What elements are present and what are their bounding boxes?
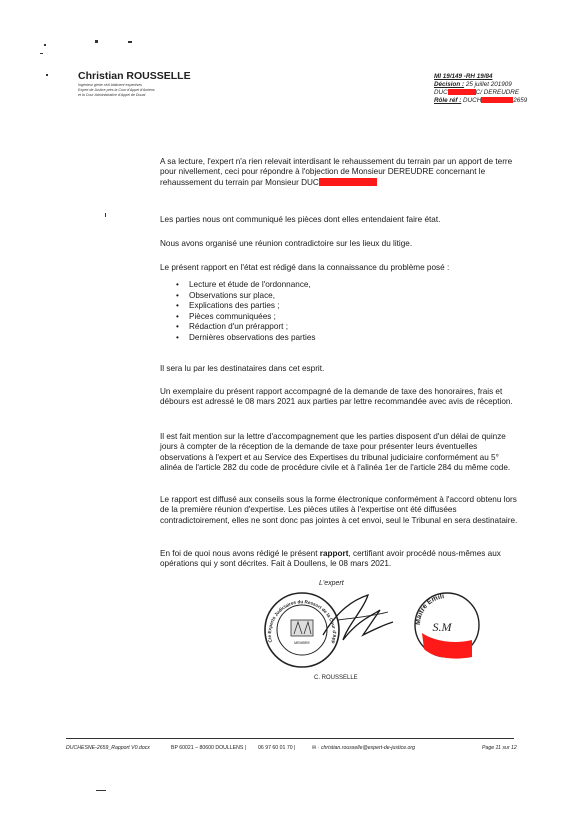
- paragraph-intro-list: Le présent rapport en l'état est rédigé dans la connaissance du problème posé :: [160, 263, 450, 272]
- redaction-bar: [481, 97, 513, 103]
- handwritten-signature: [318, 590, 398, 650]
- footer-email: ✉ · christian.rousselle@expert-de-justice.org: [312, 745, 416, 751]
- scan-speck: [96, 790, 106, 791]
- case-ref-decision: Décision : 25 juillet 201909: [434, 81, 512, 88]
- svg-text:MEMBRE: MEMBRE: [294, 641, 310, 645]
- paragraph-objection: A sa lecture, l'expert n'a rien relevait interdisant le rehaussement du terrain par un apport de terre pour nivellement, ceci pour répondre à l'objection de Monsieur DEREUDRE concernant le rehaussement du terrain par Monsieur DUC: [160, 157, 513, 187]
- expert-name: Christian ROUSSELLE: [78, 70, 191, 82]
- scan-speck: [44, 44, 46, 46]
- footer-rule: [66, 738, 514, 739]
- footer-address: BP 60021 – 80600 DOULLENS |: [171, 745, 247, 751]
- scan-speck: [105, 213, 106, 217]
- svg-text:S.M: S.M: [432, 620, 452, 634]
- redaction-bar: [422, 633, 472, 659]
- svg-text:Maître Emili: Maître Emili: [414, 593, 445, 626]
- list-item: • Pièces communiquées ;: [176, 312, 476, 323]
- paragraph-esprit: Il sera lu par les destinataires dans cet esprit.: [160, 364, 325, 373]
- svg-text:Cie Experts Judiciaires du Res: Cie Experts Judiciaires du Ressort de la Cour d'App: [266, 599, 338, 645]
- stamp-right: [412, 585, 482, 665]
- list-item: • Explications des parties ;: [176, 301, 476, 312]
- footer-filename: DUCHESNE-2659_Rapport V0.docx: [66, 745, 150, 751]
- list-item: • Dernières observations des parties: [176, 333, 476, 344]
- paragraph-pieces: Les parties nous ont communiqué les pièces dont elles entendaient faire état.: [160, 215, 441, 224]
- paragraph-reunion: Nous avons organisé une réunion contradictoire sur les lieux du litige.: [160, 239, 413, 248]
- procedure-list: [176, 280, 476, 344]
- paragraph-conclusion: En foi de quoi nous avons rédigé le présent rapport, certifiant avoir procédé nous-mêmes aux opérations qui y sont décrites. Fait à Doullens, le 08 mars 2021.: [160, 549, 501, 569]
- footer-page-number: Page 11 sur 12: [482, 745, 517, 751]
- footer-phone: 06 97 60 01 70 |: [258, 745, 296, 751]
- paragraph-delai: Il est fait mention sur la lettre d'accompagnement que les parties disposent d'un délai de quinze jours à compter de la réception de la demande de taxe pour présenter leurs éventuelles observations à l'expert et au Service des Expertises du tribunal judiciaire conformément au 5° alinéa de l'article 282 du code de procédure civile et à l'alinéa 1er de l'article 284 du même code.: [160, 432, 511, 472]
- scan-speck: [46, 74, 48, 76]
- list-item: • Observations sur place,: [176, 291, 476, 302]
- case-ref-mi: MI 19/149 -RH 19/84: [434, 73, 493, 80]
- redaction-bar: [448, 89, 476, 95]
- list-item: • Lecture et étude de l'ordonnance,: [176, 280, 476, 291]
- redaction-bar: [319, 178, 377, 186]
- case-ref-parties: DUC C/ DEREUDRE: [434, 89, 520, 96]
- paragraph-diffusion: Le rapport est diffusé aux conseils sous la forme électronique conformément à l'accord obtenu lors de la première réunion d'expertise. Les pièces utiles à l'expertise ont été diffusées contradictoirement, elles ne sont donc pas jointes à cet envoi, seul le Tribunal en sera destinataire.: [160, 495, 518, 525]
- list-item: • Rédaction d'un prérapport ;: [176, 322, 476, 333]
- scan-speck: [128, 41, 132, 43]
- scan-speck: [95, 40, 98, 43]
- scan-speck: [40, 53, 43, 54]
- signatory-name: C. ROUSSELLE: [314, 675, 358, 681]
- expert-subtitle: Ingénieur génie civil bâtiment expertises Expert de Justice près la Cour d'Appel d'Amiens et la Cour Administrative d'Appel de Douai: [78, 83, 155, 97]
- case-ref-rg: Rôle réf : DUCH 2659: [434, 97, 528, 104]
- signature-label: L'expert: [319, 580, 344, 587]
- paragraph-envoi: Un exemplaire du présent rapport accompagné de la demande de taxe des honoraires, frais et débours est adressé le 08 mars 2021 aux parties par lettre recommandée avec avis de réception.: [160, 387, 513, 407]
